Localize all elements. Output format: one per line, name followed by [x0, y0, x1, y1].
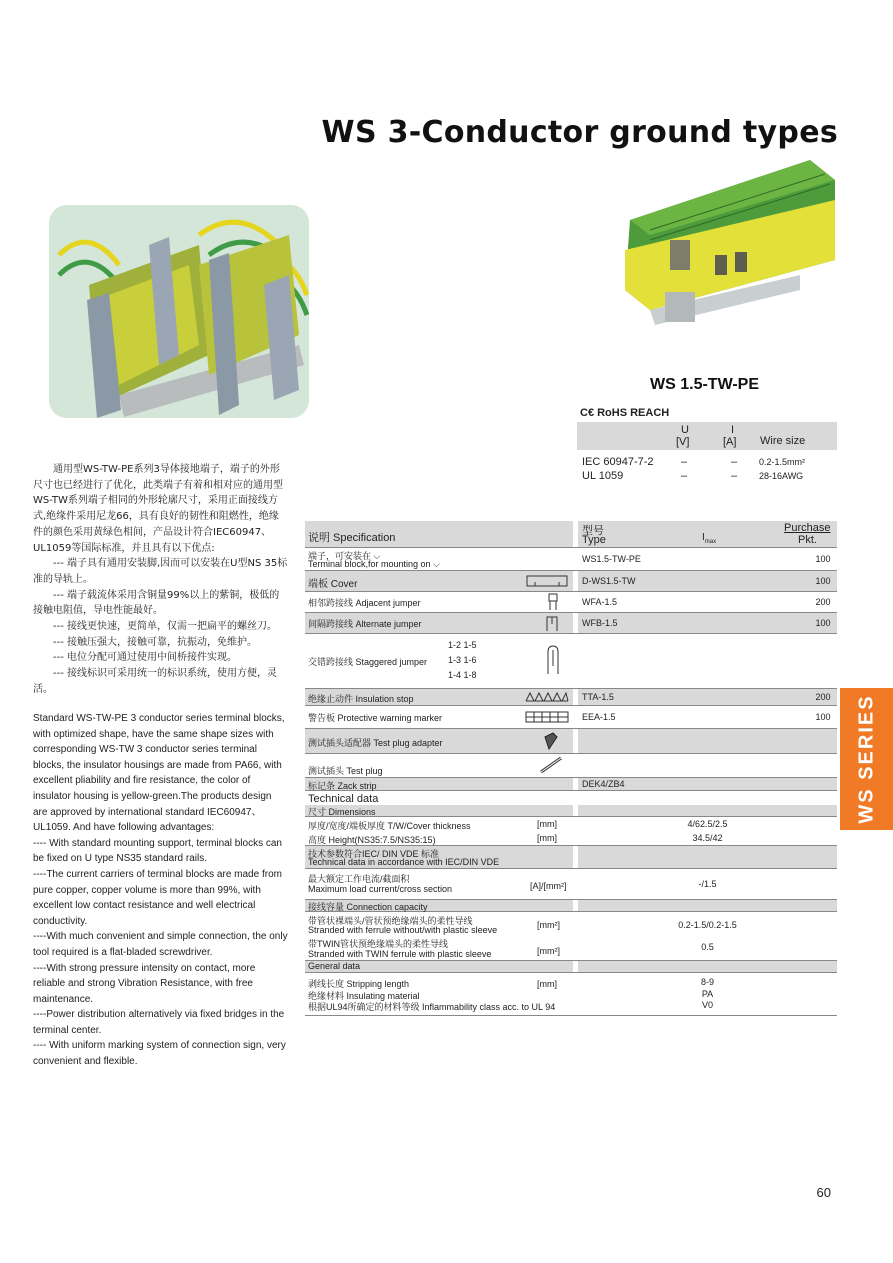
spec-header-purchase: Purchase — [784, 522, 831, 534]
connection-capacity-title: 接线容量 Connection capacity — [308, 902, 428, 912]
spec-item-row — [305, 729, 837, 754]
insulating-label: 绝缘材料 Insulating material — [308, 991, 420, 1001]
spec-header-type-cn: 型号 — [582, 525, 604, 537]
spec-item-row — [305, 548, 837, 571]
thickness-unit: [mm] — [537, 819, 557, 829]
item-label: 间隔跨接线 Alternate jumper — [308, 619, 422, 629]
flammability-label: 根据UL94所确定的材料等级 Inflammability class acc. to UL 94 — [308, 1002, 556, 1012]
item-label: 相邻跨接线 Adjacent jumper — [308, 598, 421, 608]
rating-wire-size: 28-16AWG — [759, 471, 804, 481]
rating-row — [577, 456, 837, 470]
cn-paragraph: --- 接线标识可采用统一的标识系统，使用方便，灵活。 — [33, 668, 278, 695]
load-row — [305, 869, 837, 900]
item-pkt: 100 — [815, 554, 831, 564]
model-title: WS 1.5-TW-PE — [650, 376, 760, 393]
item-label: 绝缘止动件 Insulation stop — [308, 694, 414, 704]
item-pkt: 100 — [815, 712, 831, 722]
spec-header-left: 说明 Specification — [308, 532, 396, 544]
cn-paragraph: --- 接触压强大，接触可靠，抗振动，免维护。 — [33, 636, 258, 648]
en-paragraph: ----Power distribution alternatively via fixed bridges in the terminal center. — [33, 1009, 285, 1036]
description-english — [33, 711, 288, 1070]
item-type: WFA-1.5 — [582, 597, 618, 607]
item-pkt: 200 — [815, 692, 831, 702]
stagger-combo: 1-3 1-6 — [448, 655, 477, 665]
thickness-row — [305, 817, 837, 831]
stagger-combo: 1-2 1-5 — [448, 640, 477, 650]
twin-unit: [mm²] — [537, 946, 560, 956]
rating-current: – — [731, 456, 738, 468]
header-u-unit: [V] — [676, 436, 690, 448]
en-paragraph: ----The current carriers of terminal blocks are made from pure copper, copper volume is more than 99%, with excellent low contact resistance and well electrical conductivity. — [33, 868, 282, 927]
rating-wire-size: 0.2-1.5mm² — [759, 457, 806, 467]
ferrule-unit: [mm²] — [537, 920, 560, 930]
thickness-label: 厚度/宽度/端板厚度 T/W/Cover thickness — [308, 821, 471, 831]
rating-standard: IEC 60947-7-2 — [582, 456, 654, 468]
dimensions-title: 尺寸 Dimensions — [308, 807, 376, 817]
test-plug-adapter-icon — [543, 731, 559, 751]
item-type: WS1.5-TW-PE — [582, 554, 641, 564]
warning-marker-icon — [525, 711, 569, 723]
spec-header — [305, 521, 837, 548]
en-paragraph: ---- With standard mounting support, terminal blocks can be fixed on U type NS35 standard rails. — [33, 837, 282, 865]
item-pkt: 100 — [815, 576, 831, 586]
series-side-tab-label: WS SERIES — [855, 694, 877, 824]
item-label: 交错跨接线 Staggered jumper — [308, 657, 428, 667]
ferrule-label-cn: 带管状裸端头/管状预绝缘端头的柔性导线 — [308, 916, 473, 926]
twin-value: 0.5 — [701, 942, 714, 952]
spec-item-row — [305, 571, 837, 592]
iec-row — [305, 846, 837, 869]
tech-data-title-row — [305, 793, 837, 805]
item-label: 测试插头适配器 Test plug adapter — [308, 738, 443, 748]
ferrule-label-en: Stranded with ferrule without/with plastic sleeve — [308, 925, 498, 935]
flammability-value: V0 — [701, 1000, 713, 1010]
item-pkt: 200 — [815, 597, 831, 607]
spec-item-row — [305, 689, 837, 706]
stagger-combo: 1-4 1-8 — [448, 670, 477, 680]
page-number: 60 — [816, 1185, 831, 1200]
technical-data-title: Technical data — [308, 793, 379, 805]
item-label: 警告板 Protective warning marker — [308, 713, 443, 723]
general-data-title: General data — [308, 961, 361, 971]
stripping-unit: [mm] — [537, 979, 557, 989]
cover-icon — [525, 574, 569, 588]
ferrule-row — [305, 912, 837, 936]
general-title-row — [305, 961, 837, 973]
cn-paragraph: --- 端子具有通用安装脚,因而可以安装在U型NS 35标准的导轨上。 — [33, 558, 288, 585]
item-label: 标记条 Zack strip — [308, 781, 377, 791]
cn-paragraph: 通用型WS-TW-PE系列3导体接地端子，端子的外形尺寸也已经进行了优化，此类端子有着和相对应的通用型WS-TW系列端子相同的外形轮廓尺寸，采用正面接线方式,绝缘件采用尼龙66，具有良好的韧性和阻燃性，绝缘件的颜色采用黄绿色相间，产品设计符合IEC60947、UL1059等国际标准，并且具有以下优点: — [33, 464, 283, 554]
en-paragraph: ----With strong pressure intensity on contact, more reliable and strong Vibration Resistance, with free maintenance. — [33, 962, 256, 1005]
rating-current: – — [731, 470, 738, 482]
height-label: 高度 Height(NS35:7.5/NS35:15) — [308, 835, 436, 845]
page-title: WS 3-Conductor ground types — [321, 115, 838, 150]
iec-label-en: Technical data in accordance with IEC/DIN VDE — [308, 857, 500, 867]
height-unit: [mm] — [537, 833, 557, 843]
load-value: -/1.5 — [698, 879, 717, 889]
spec-header-type: Type — [582, 534, 606, 546]
item-label: 端板 Cover — [308, 579, 358, 590]
twin-label-en: Stranded with TWIN ferrule with plastic sleeve — [308, 949, 492, 959]
spec-header-imax: $I_{max}$ — [702, 532, 717, 545]
item-pkt: 100 — [815, 618, 831, 628]
alternate-jumper-icon — [545, 614, 559, 632]
spec-item-row — [305, 778, 837, 791]
rating-table — [577, 422, 837, 484]
en-paragraph: ----With much convenient and simple connection, the only tool required is a flat-bladed screwdriver. — [33, 931, 288, 958]
twin-row — [305, 936, 837, 961]
rating-voltage: – — [681, 456, 688, 468]
cn-paragraph: --- 接线更快速，更简单，仅需一把扁平的螺丝刀。 — [33, 621, 278, 633]
spec-item-row — [305, 634, 837, 689]
item-label: 测试插头 Test plug — [308, 766, 383, 776]
rating-table-header — [577, 422, 837, 450]
general-data-rows — [305, 973, 837, 1016]
cn-paragraph: --- 端子载流体采用含铜量99%以上的紫铜，极低的接触电阻值，导电性能最好。 — [33, 589, 280, 617]
spec-item-row — [305, 754, 837, 778]
spec-item-row — [305, 592, 837, 613]
product-photo-assembly — [49, 205, 309, 418]
height-row — [305, 831, 837, 846]
cn-paragraph: --- 电位分配可通过使用中间桥接件实现。 — [33, 652, 238, 664]
rating-standard: UL 1059 — [582, 470, 624, 482]
en-paragraph: ---- With uniform marking system of connection sign, very convenient and flexible. — [33, 1040, 286, 1068]
en-paragraph: Standard WS-TW-PE 3 conductor series terminal blocks, with optimized shape, have the same shape sizes with corresponding WS-TW 3 conductor series terminal blocks, the insulator housings are made from PA66, with excellent pliability and fire resistance, the color of insulator housing is yellow-green.The products design are approved by international standard IEC60947、UL1059. And have following advantages: — [33, 713, 285, 834]
rating-voltage: – — [681, 470, 688, 482]
ferrule-value: 0.2-1.5/0.2-1.5 — [678, 920, 737, 930]
adjacent-jumper-icon — [547, 593, 559, 611]
item-label-cn: 端子，可安装在 ⌵ — [308, 551, 381, 561]
item-type: DEK4/ZB4 — [582, 779, 625, 789]
item-label-en: Terminal block,for mounting on ⌵ — [308, 559, 440, 569]
load-unit: [A]/[mm²] — [530, 881, 567, 891]
item-type: WFB-1.5 — [582, 618, 618, 628]
stripping-label: 剥线长度 Stripping length — [308, 979, 410, 989]
item-type: D-WS1.5-TW — [582, 576, 636, 586]
load-label-cn: 最大额定工作电流/截面积 — [308, 874, 410, 884]
description-chinese — [33, 462, 288, 698]
header-i: I — [731, 424, 735, 436]
certification-marks: C€ RoHS REACH — [580, 407, 670, 419]
dimensions-row — [305, 805, 837, 817]
spec-item-row — [305, 706, 837, 729]
item-type: TTA-1.5 — [582, 692, 614, 702]
specification-table — [305, 521, 837, 1016]
spec-item-row — [305, 613, 837, 634]
stripping-value: 8-9 — [700, 977, 714, 987]
insulation-stop-icon — [525, 691, 569, 702]
thickness-value: 4/62.5/2.5 — [687, 819, 728, 829]
insulating-value: PA — [701, 989, 714, 999]
rating-row — [577, 470, 837, 484]
header-u: U — [681, 424, 689, 436]
item-type: EEA-1.5 — [582, 712, 616, 722]
product-photo-ws15-tw-pe — [610, 160, 840, 330]
load-label-en: Maximum load current/cross section — [308, 884, 453, 894]
height-value: 34.5/42 — [692, 833, 723, 843]
connection-title-row — [305, 900, 837, 912]
iec-label-cn: 技术参数符合IEC/ DIN VDE 标准 — [308, 849, 440, 859]
spec-header-pkt: Pkt. — [798, 534, 817, 546]
header-i-unit: [A] — [723, 436, 737, 448]
test-plug-icon — [539, 756, 563, 774]
header-wire-size: Wire size — [760, 435, 806, 447]
series-side-tab — [840, 688, 893, 830]
staggered-jumper-icon — [545, 644, 561, 676]
twin-label-cn: 带TWIN管状预绝缘端头的柔性导线 — [308, 939, 448, 949]
